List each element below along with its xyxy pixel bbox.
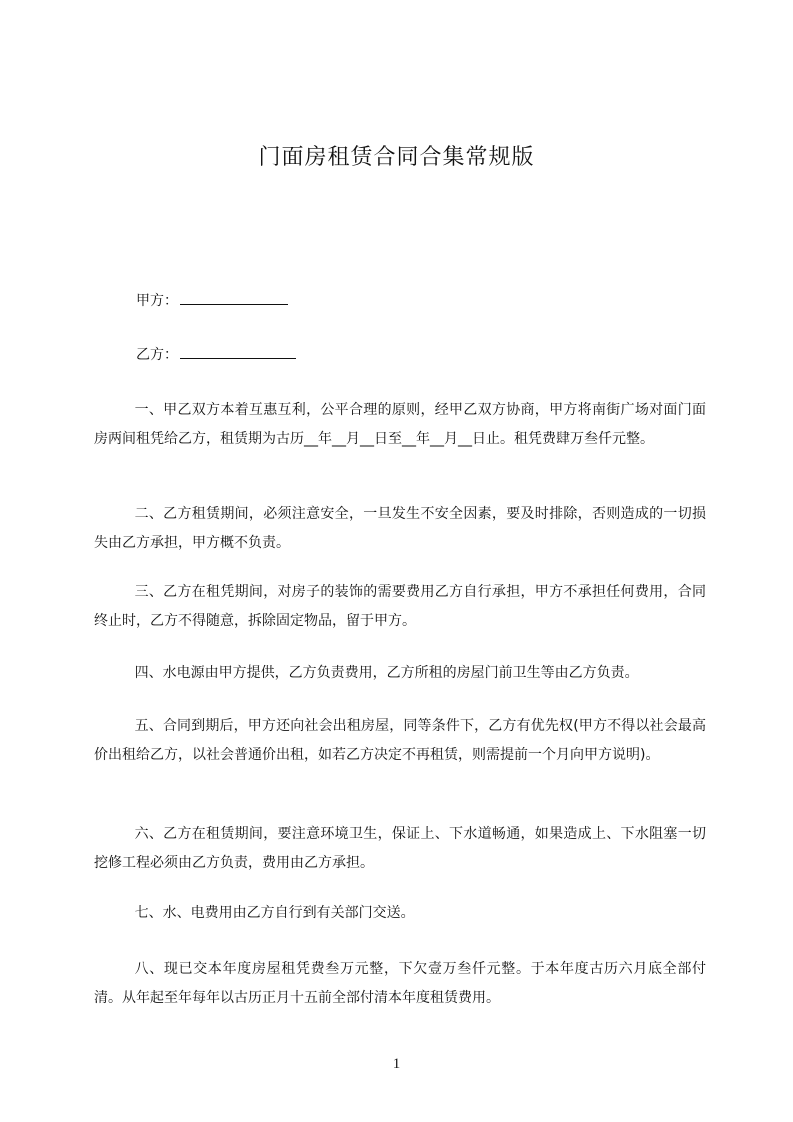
party-a-blank bbox=[180, 290, 288, 305]
clause-6: 六、乙方在租赁期间，要注意环境卫生，保证上、下水道畅通，如果造成上、下水阻塞一切挖修工程必须由乙方负责，费用由乙方承担。 bbox=[94, 826, 706, 871]
party-a-line bbox=[136, 290, 288, 311]
party-b-blank bbox=[180, 344, 296, 359]
party-a-label: 甲方： bbox=[136, 293, 178, 309]
clause-2: 二、乙方租赁期间，必须注意安全，一旦发生不安全因素，要及时排除，否则造成的一切损失由乙方承担，甲方概不负责。 bbox=[94, 506, 706, 551]
page-number: 1 bbox=[392, 1056, 401, 1072]
clause-7: 七、水、电费用由乙方自行到有关部门交送。 bbox=[134, 905, 415, 921]
document-title: 门面房租赁合同合集常规版 bbox=[258, 145, 535, 170]
clause-5: 五、合同到期后，甲方还向社会出租房屋，同等条件下，乙方有优先权(甲方不得以社会最高价出租给乙方，以社会普通价出租，如若乙方决定不再租赁，则需提前一个月向甲方说明)。 bbox=[94, 718, 706, 763]
clause-4: 四、水电源由甲方提供，乙方负责费用，乙方所租的房屋门前卫生等由乙方负责。 bbox=[134, 665, 639, 681]
clause-3: 三、乙方在租凭期间，对房子的装饰的需要费用乙方自行承担，甲方不承担任何费用，合同终止时，乙方不得随意，拆除固定物品，留于甲方。 bbox=[94, 584, 706, 629]
clause-1: 一、甲乙双方本着互惠互利，公平合理的原则，经甲乙双方协商，甲方将南街广场对面门面房两间租凭给乙方，租赁期为古历__年__月__日至__年__月__日止。租凭费肆万叁仟元整。 bbox=[94, 402, 706, 447]
party-b-line bbox=[136, 344, 296, 365]
party-b-label: 乙方： bbox=[136, 347, 178, 363]
clause-8: 八、现已交本年度房屋租凭费叁万元整，下欠壹万叁仟元整。于本年度古历六月底全部付清。从年起至年每年以古历正月十五前全部付清本年度租赁费用。 bbox=[94, 961, 706, 1006]
